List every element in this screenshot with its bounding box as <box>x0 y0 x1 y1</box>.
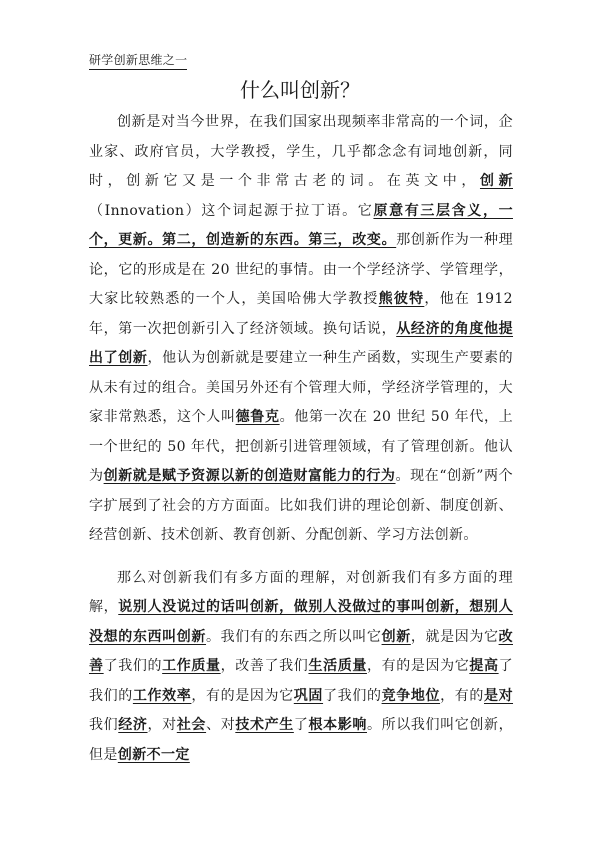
body-text-run: 。他第一次在 20 世纪 50 年代，上一个世纪的 50 年代，把创新引进管理领域，有了管理创新。他认为 <box>89 409 514 484</box>
body-text-run: 那创新作为一种理论，它的形成是在 20 世纪的事情。由一个学经济学、学管理学，大家比较熟悉的一个人，美国哈佛大学教授 <box>89 232 514 307</box>
body-text <box>89 108 513 770</box>
emphasis-text: 巩固 <box>293 687 324 704</box>
body-text-run: 我们 <box>89 717 119 733</box>
body-text-run: ，有的是因为它 <box>191 687 294 704</box>
emphasis-text: 提高 <box>469 658 499 674</box>
body-text-run: ，就是因为它 <box>410 628 499 645</box>
body-text-run: ，他在 1912 年，第一次把创新引入了经济领域。换句话说， <box>89 291 513 337</box>
body-text-run: 了 <box>293 717 309 733</box>
body-text-run: 了我们的 <box>103 658 163 674</box>
body-text-run: ，有的是因为它 <box>366 658 470 674</box>
emphasis-text: 原意有三层含义，一个，更新。第二，创造新的东西。第三，改变。 <box>89 202 513 248</box>
body-text-run: ，对 <box>147 717 177 733</box>
emphasis-text: 说别人没说过的话叫创新，做别人没做过的事叫创新，想别人没想的东西叫创新 <box>89 599 513 645</box>
body-text-run: 那么对创新我们有多方面的理解，对创新我们有多方面的理解， <box>89 569 513 615</box>
emphasis-text: 创新 <box>381 628 411 645</box>
emphasis-text: 生活质量 <box>308 658 367 674</box>
emphasis-text: 经济 <box>118 717 148 733</box>
emphasis-text: 根本影响 <box>308 717 367 733</box>
body-text-run: 了我们的 <box>89 658 514 704</box>
body-text-run: 。所以我们叫它创新，但是 <box>89 717 514 763</box>
emphasis-text: 社会 <box>176 717 207 733</box>
emphasis-text: 竞争地位 <box>381 687 441 704</box>
emphasis-text: 从经济的角度他提出了创新 <box>89 320 514 366</box>
body-text-run: ，他认为创新就是要建立一种生产函数，实现生产要素的从未有过的组合。美国另外还有个管理大师，学经济学管理的，大家非常熟悉，这个人叫 <box>89 350 513 425</box>
emphasis-text: 工作质量 <box>162 658 221 674</box>
emphasis-text: 德鲁克 <box>235 409 280 425</box>
emphasis-text: 创新 <box>479 173 513 189</box>
series-label: 研学创新思维之一 <box>89 53 187 70</box>
emphasis-text: 创新不一定 <box>117 746 190 763</box>
body-text-run: ，有的 <box>440 687 484 704</box>
body-text-run: 。我们有的东西之所以叫它 <box>206 628 382 645</box>
emphasis-text: 工作效率 <box>132 687 192 704</box>
emphasis-text: 改善 <box>89 628 513 674</box>
body-text-run: ，改善了我们 <box>220 658 309 674</box>
paragraph <box>89 108 513 551</box>
body-text-run: 。现在“创新”两个字扩展到了社会的方方面面。比如我们讲的理论创新、制度创新、经营创新、技术创新、教育创新、分配创新、学习方法创新。 <box>89 468 514 543</box>
emphasis-text: 技术产生 <box>235 717 294 733</box>
body-text-run: 创新是对当今世界，在我们国家出现频率非常高的一个词，企业家、政府官员，大学教授，学生，几乎都念念有词地创新，同时，创新它又是一个非常古老的词。在英文中， <box>89 114 513 189</box>
body-text-run: 了我们的 <box>323 687 382 704</box>
emphasis-text: 是对 <box>483 687 514 704</box>
body-text-run: 、对 <box>206 717 236 733</box>
body-text-run: （Innovation）这个词起源于拉丁语。它 <box>89 202 374 219</box>
page-title: 什么叫创新？ <box>240 78 360 102</box>
emphasis-text: 熊彼特 <box>378 291 425 307</box>
emphasis-text: 创新就是赋予资源以新的创造财富能力的行为 <box>103 468 396 484</box>
paragraph <box>89 564 513 771</box>
